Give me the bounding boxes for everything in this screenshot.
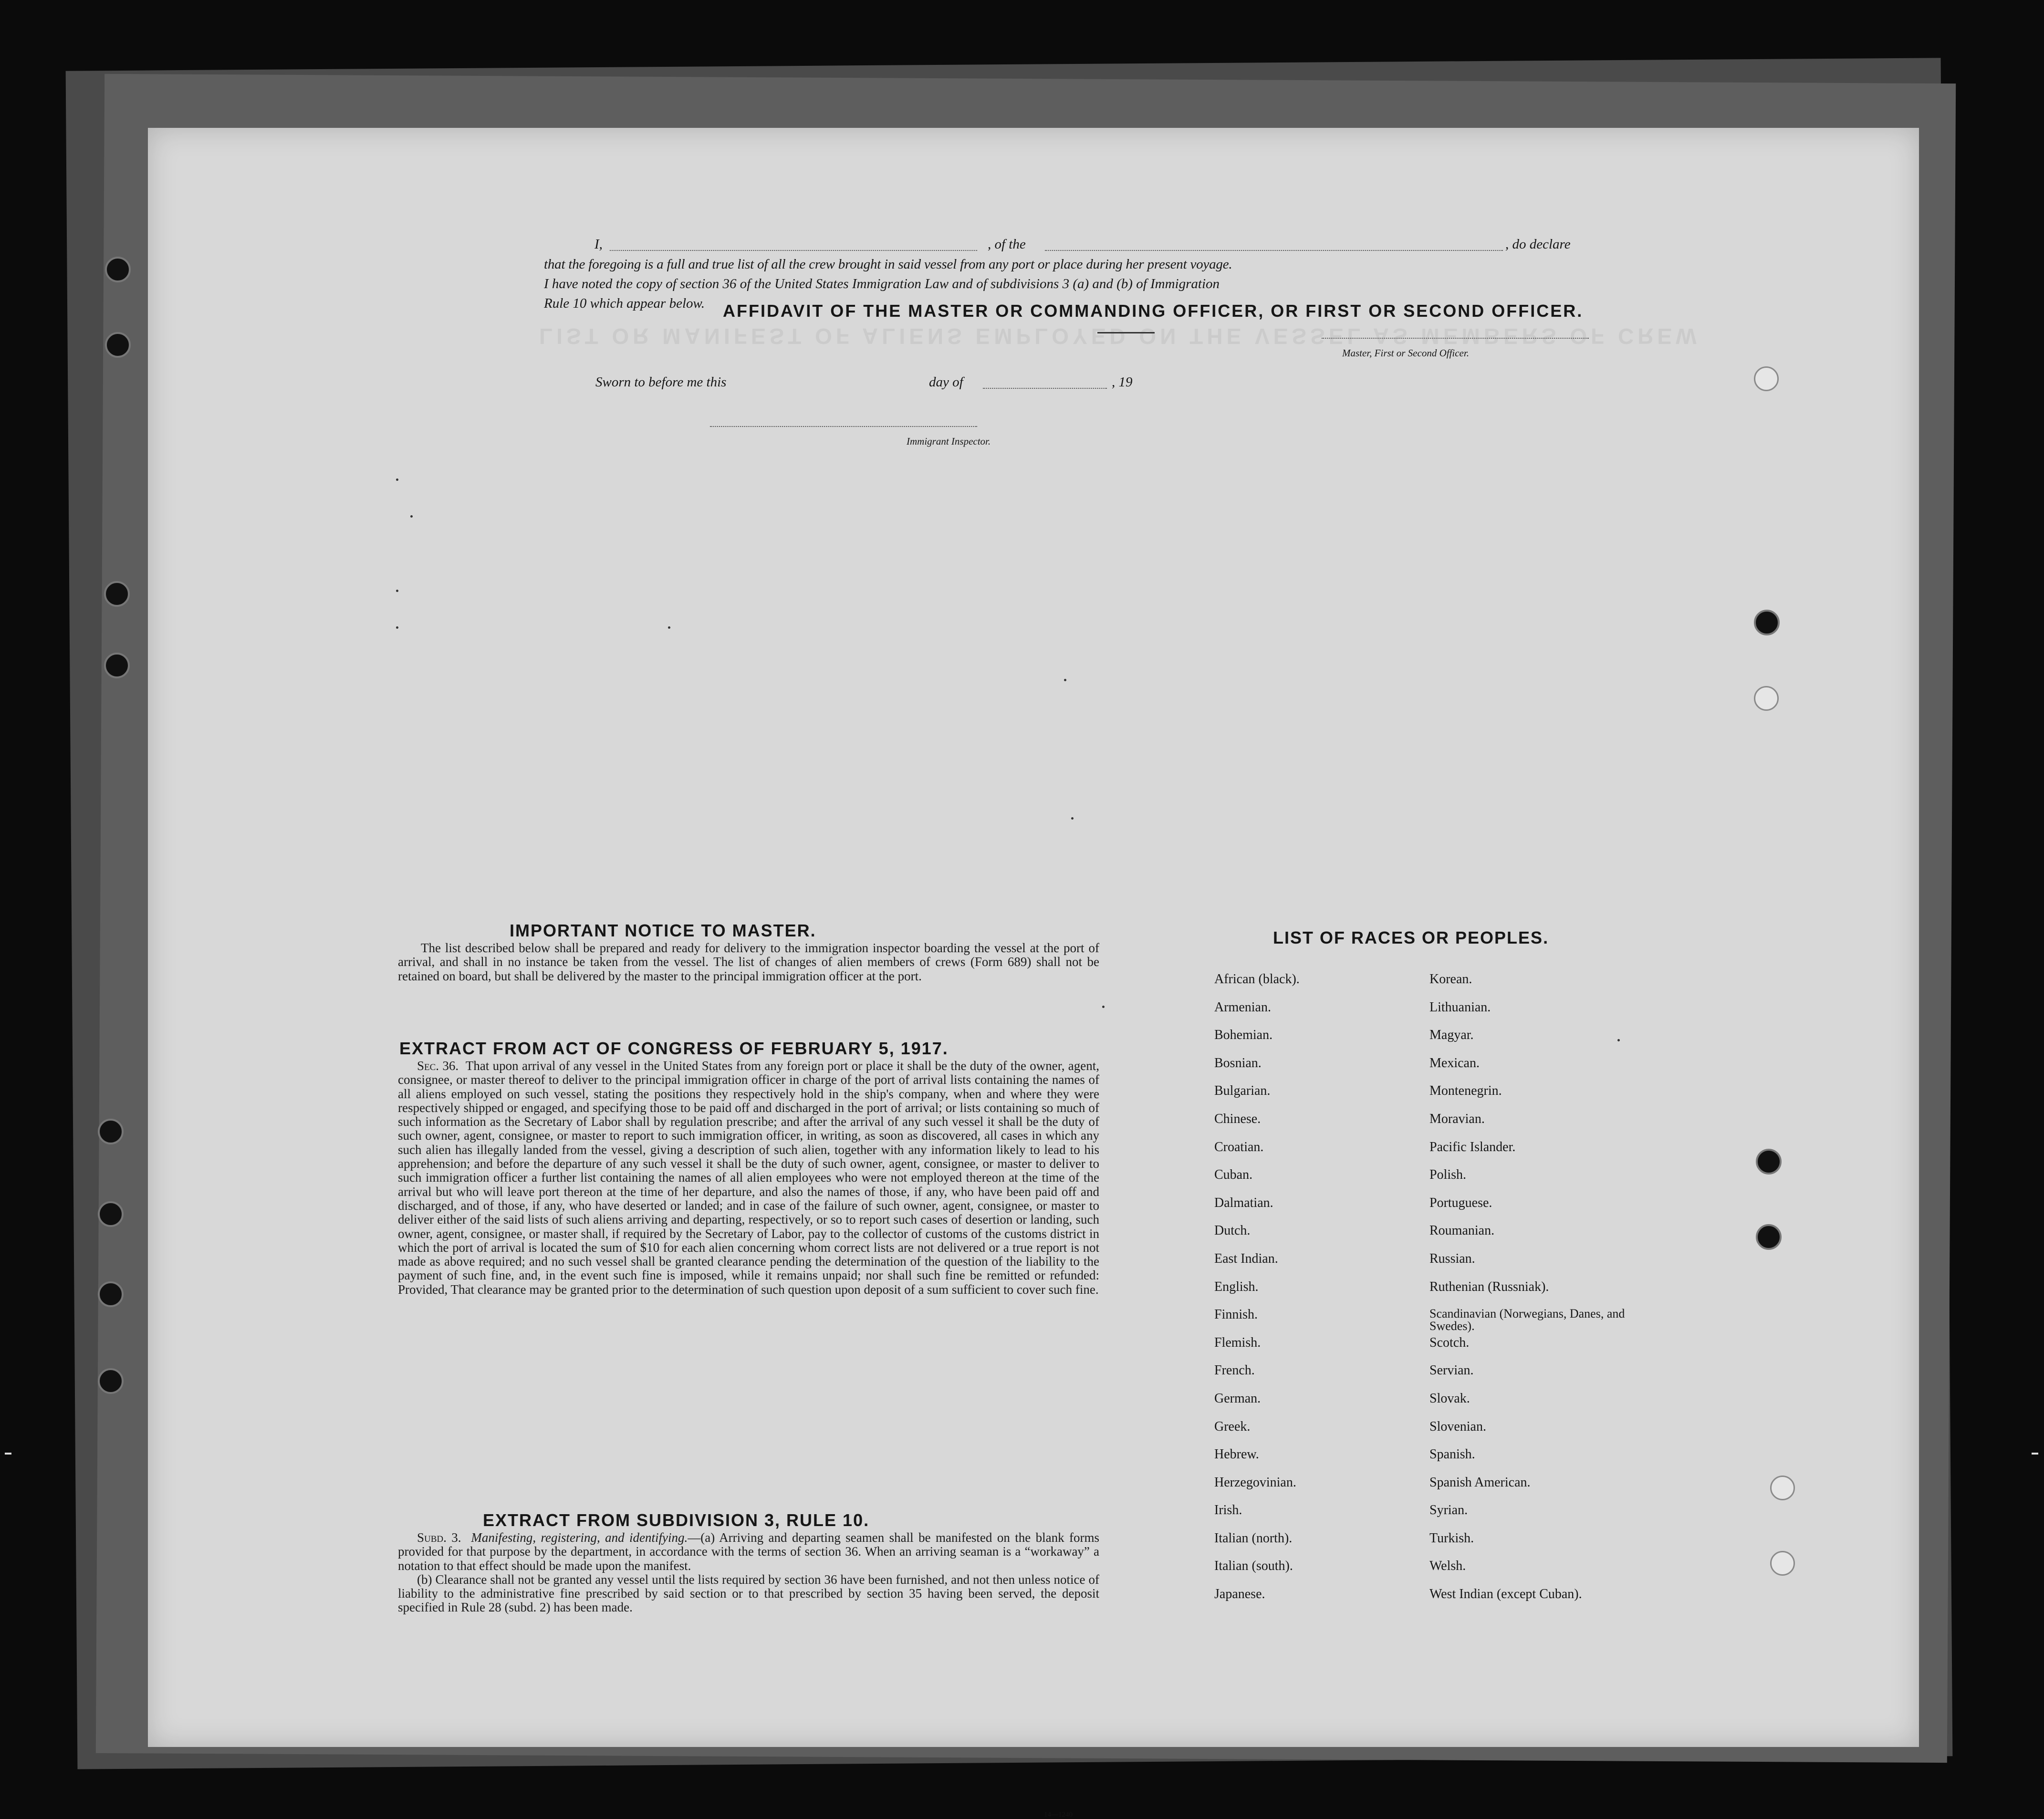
race-item: Chinese. xyxy=(1214,1111,1261,1126)
speck xyxy=(668,626,670,629)
race-item: Bulgarian. xyxy=(1214,1083,1271,1099)
race-item: Montenegrin. xyxy=(1429,1083,1502,1099)
binder-hole xyxy=(98,1368,124,1394)
sworn-month-blank[interactable] xyxy=(983,388,1107,389)
race-item: Cuban. xyxy=(1214,1167,1253,1183)
affidavit-line-4: Rule 10 which appear below. xyxy=(544,296,705,311)
notice-text xyxy=(398,941,1099,983)
notice-heading: IMPORTANT NOTICE TO MASTER. xyxy=(510,921,816,940)
section-36-text: That upon arrival of any vessel in the United States from any foreign port or place it shall be the duty of the owner, agent, consignee, or master thereof to deliver to the principal immigration officer in charge of the port of arrival lists containing the names of all aliens employed on such vessel, stating the positions they respectively hold in the ship's company, when and where they were respectively shipped or engaged, and specifying those to be paid off and discharged in the port of arrival; or lists containing so much of such information as the Secretary of Labor shall by regulation prescribe; and after the arrival of any such vessel it shall be the duty of such owner, agent, consignee, or master to report to such immigration officer, in writing, as soon as discovered, all cases in which any such alien has illegally landed from the vessel, giving a description of such alien, together with any information likely to lead to his apprehension; and before the departure of any such vessel it shall be the duty of such owner, agent, consignee, or master to deliver to such immigration officer a further list containing the names of all alien employees who were not employed thereon at the time of the arrival but who will leave port thereon at the time of her departure, and also the names of those, if any, who have been paid off and discharged, and of those, if any, who have deserted or landed; and in case of the failure of such owner, agent, consignee, or master to deliver either of the said lists of such aliens arriving and departing, respectively, or so to report such cases of desertion or landing, such owner, agent, consignee, or master shall, if required by the Secretary of Labor, pay to the collector of customs of the customs district in which the port of arrival is located the sum of $10 for each alien concerning whom correct lists are not delivered or a true report is not made as above required; and no such vessel shall be granted clearance pending the determination of the question of the liability to the payment of such fine, and, in the event such fine is imposed, while it remains unpaid; nor shall such fine be remitted or refunded: Provided, That clearance may be granted prior to the determination of such question upon deposit of a sum sufficient to cover such fine. xyxy=(398,1059,1100,1297)
binder-hole xyxy=(105,332,131,358)
race-item: Korean. xyxy=(1429,972,1472,987)
binder-hole xyxy=(98,1201,124,1227)
binder-hole xyxy=(98,1119,124,1144)
officer-caption: Master, First or Second Officer. xyxy=(1342,347,1469,359)
race-item: Spanish. xyxy=(1429,1447,1475,1462)
document-page xyxy=(148,128,1919,1819)
race-item: Ruthenian (Russniak). xyxy=(1429,1279,1549,1294)
affidavit-title: AFFIDAVIT OF THE MASTER OR COMMANDING OFFICER, OR FIRST OR SECOND OFFICER. xyxy=(723,301,1584,321)
race-item: Servian. xyxy=(1429,1363,1474,1378)
race-item: Scotch. xyxy=(1429,1335,1470,1350)
edge-mark xyxy=(5,1453,11,1455)
race-item: Mexican. xyxy=(1429,1055,1480,1071)
binder-hole xyxy=(1770,1551,1795,1576)
subd-para-a: —(a) Arriving and departing seamen shall be manifested on the blank forms provided for that purpose by the department, in accordance with the terms of section 36. When an arriving seaman is a “workaway” a notation to that effect should be made upon the manifest. xyxy=(398,1530,1099,1573)
binder-hole xyxy=(1754,366,1779,391)
race-item: Croatian. xyxy=(1214,1139,1264,1154)
race-item: Herzegovinian. xyxy=(1214,1475,1296,1490)
race-item: Russian. xyxy=(1429,1251,1475,1266)
act-heading: EXTRACT FROM ACT OF CONGRESS OF FEBRUARY 5, 1917. xyxy=(399,1039,949,1058)
speck xyxy=(1102,1006,1105,1008)
speck xyxy=(1071,817,1074,820)
race-item: Hebrew. xyxy=(1214,1447,1259,1462)
race-item: Japanese. xyxy=(1214,1587,1265,1602)
race-item: Polish. xyxy=(1429,1167,1467,1183)
race-item: Slovenian. xyxy=(1429,1419,1486,1434)
speck xyxy=(396,626,398,629)
binder-hole xyxy=(105,257,131,282)
inspector-signature-line[interactable] xyxy=(710,426,977,427)
rule-heading: EXTRACT FROM SUBDIVISION 3, RULE 10. xyxy=(483,1510,870,1530)
race-item: Italian (north). xyxy=(1214,1530,1293,1546)
speck xyxy=(396,590,398,592)
race-item: West Indian (except Cuban). xyxy=(1429,1587,1582,1602)
race-item: Flemish. xyxy=(1214,1335,1261,1350)
binder-hole xyxy=(1756,1149,1782,1175)
binder-hole xyxy=(104,581,130,607)
race-item: Dutch. xyxy=(1214,1223,1251,1238)
notice-paragraph: The list described below shall be prepared and ready for delivery to the immigration inspector boarding the vessel at the port of arrival, and shall in no instance be taken from the vessel. The list of changes of alien members of crews (Form 689) shall not be retained on board, but shall be delivered by the master to the principal immigration officer at the port. xyxy=(398,941,1099,983)
race-item: Spanish American. xyxy=(1429,1475,1531,1490)
section-label: Sec. 36. xyxy=(417,1059,459,1073)
binder-hole xyxy=(1770,1476,1795,1500)
race-item: Finnish. xyxy=(1214,1307,1258,1322)
bleed-through-heading: LIST OR MANIFEST OF ALIENS EMPLOYED ON THE VESSEL AS MEMBERS OF CREW xyxy=(539,324,1700,349)
race-item: Portuguese. xyxy=(1429,1195,1492,1210)
sworn-day-of: day of xyxy=(929,374,963,390)
race-item: Slovak. xyxy=(1429,1391,1470,1406)
race-item: Greek. xyxy=(1214,1419,1251,1434)
sworn-prefix: Sworn to before me this xyxy=(595,374,727,390)
officer-signature-line[interactable] xyxy=(1322,338,1589,339)
form-number: 14—1240 xyxy=(1044,1811,1073,1819)
affidavit-i: I, xyxy=(594,237,603,252)
binder-hole xyxy=(104,653,130,678)
act-text xyxy=(398,1059,1099,1297)
race-item: Magyar. xyxy=(1429,1028,1474,1043)
speck xyxy=(410,515,413,518)
binder-hole xyxy=(98,1281,124,1307)
speck xyxy=(1617,1039,1620,1041)
race-item: German. xyxy=(1214,1391,1261,1406)
rule-text xyxy=(398,1531,1099,1615)
binder-hole xyxy=(1756,1224,1782,1250)
affidavit-line-3: I have noted the copy of section 36 of the United States Immigration Law and of subdivisions 3 (a) and (b) of Immigration xyxy=(544,276,1220,291)
race-item: Lithuanian. xyxy=(1429,999,1491,1015)
race-item: Bohemian. xyxy=(1214,1028,1273,1043)
races-right-column xyxy=(1429,972,1635,1615)
race-item: Italian (south). xyxy=(1214,1559,1293,1574)
subd-label: Subd. 3. xyxy=(417,1530,461,1545)
race-item: Turkish. xyxy=(1429,1530,1474,1546)
race-item: Welsh. xyxy=(1429,1559,1466,1574)
race-item: Moravian. xyxy=(1429,1111,1485,1126)
race-item: African (black). xyxy=(1214,972,1300,987)
affidavit-line-2: that the foregoing is a full and true list of all the crew brought in said vessel from any port or place during her present voyage. xyxy=(544,257,1232,272)
race-item: Scandinavian (Norwegians, Danes, and Swedes). xyxy=(1429,1307,1625,1333)
race-item: East Indian. xyxy=(1214,1251,1278,1266)
name-blank[interactable] xyxy=(610,250,977,251)
inspector-caption: Immigrant Inspector. xyxy=(907,436,991,447)
races-heading: LIST OF RACES OR PEOPLES. xyxy=(1273,928,1549,947)
race-item: Armenian. xyxy=(1214,999,1271,1015)
race-item: Pacific Islander. xyxy=(1429,1139,1516,1154)
subd-para-b: (b) Clearance shall not be granted any vessel until the lists required by section 36 have been furnished, and not then unless notice of liability to the administrative fine prescribed by said section or to that prescribed by section 35 having been served, the deposit specified in Rule 28 (subd. 2) has been made. xyxy=(398,1572,1099,1615)
speck xyxy=(396,478,398,481)
race-item: Bosnian. xyxy=(1214,1055,1262,1071)
subd-title: Manifesting, registering, and identifying. xyxy=(471,1530,688,1545)
race-item: English. xyxy=(1214,1279,1259,1294)
race-item: Roumanian. xyxy=(1429,1223,1495,1238)
affidavit-do-declare: , do declare xyxy=(1505,237,1571,252)
race-item: French. xyxy=(1214,1363,1255,1378)
race-item: Dalmatian. xyxy=(1214,1195,1273,1210)
race-item: Syrian. xyxy=(1429,1503,1468,1518)
edge-mark xyxy=(2032,1453,2038,1455)
binder-hole xyxy=(1754,610,1780,635)
sworn-year: , 19 xyxy=(1112,374,1133,390)
title-rule xyxy=(1097,332,1155,333)
speck xyxy=(1064,679,1066,681)
race-item: Irish. xyxy=(1214,1503,1242,1518)
vessel-blank[interactable] xyxy=(1045,250,1503,251)
affidavit-of-the: , of the xyxy=(988,237,1026,252)
races-left-column xyxy=(1214,972,1300,1615)
binder-hole xyxy=(1754,686,1779,711)
